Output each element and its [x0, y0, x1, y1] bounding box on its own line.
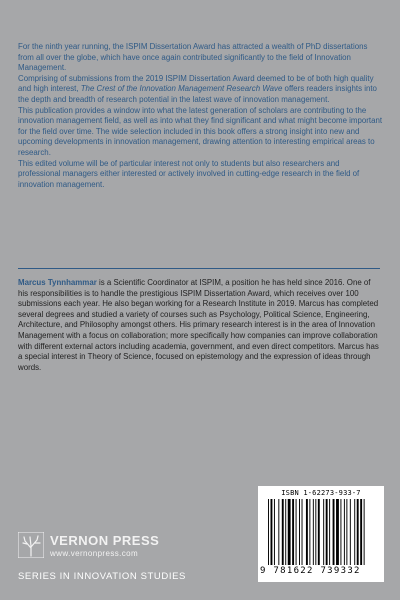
back-cover-blurb [18, 42, 384, 190]
author-name: Marcus Tynnhammar [18, 278, 97, 287]
blurb-p2-tail: offers readers insights into the depth and breadth of research potential in the latest wave of innovation management. [18, 84, 377, 104]
blurb-paragraph-2 [18, 74, 384, 106]
isbn-barcode [258, 486, 384, 582]
section-divider [18, 268, 380, 269]
ean-digits: 9 781622 739332 [260, 566, 361, 576]
author-bio [18, 278, 380, 373]
blurb-paragraph-1: For the ninth year running, the ISPIM Dissertation Award has attracted a wealth of PhD dissertations from all over the globe, which have once again contributed significantly to the field of Innovation Management. [18, 42, 368, 73]
barcode-bars-icon [268, 499, 376, 565]
blurb-p2-lead: Comprising of submissions from the 2019 ISPIM Dissertation Award deemed to be of both high quality and high interest, [18, 73, 374, 94]
blurb-paragraph-3: This publication provides a window into what the latest generation of scholars are contributing to the innovation management field, as well as into what they find significant and what might become important for the field over time. The wide selection included in this book offers a strong insight into new and upcoming developments in innovation management, drawing attention to interesting empirical areas to research. [18, 105, 383, 157]
publisher-url: www.vernonpress.com [50, 549, 139, 558]
publisher-logo [18, 532, 218, 560]
isbn-label: ISBN 1-62273-933-7 [281, 489, 361, 497]
tree-logo-icon [18, 532, 44, 558]
blurb-paragraph-4: This edited volume will be of particular interest not only to students but also researchers and professional managers either interested or actively involved in cutting-edge research in the field of innovation management. [18, 158, 360, 189]
publisher-name: VERNON PRESS [50, 533, 160, 548]
series-title: SERIES IN INNOVATION STUDIES [18, 571, 186, 582]
author-bio-text: is a Scientific Coordinator at ISPIM, a position he has held since 2016. One of his responsibilities is to handle the prestigious ISPIM Dissertation Award, which receives over 100 submissions each year. He also began working for a Research Institute in 2019. Marcus has completed several degrees and studied a variety of courses such as Psychology, Political Science, Engineering, Architecture, and Philosophy amongst others. His primary research interest is in the area of Innovation Management with a focus on collaboration; more specifically how companies can improve collaboration with different external actors including academia, government, and even direct competitors. Marcus has a special interest in Theory of Science, focused on epistemology and the expression of ideas through words. [18, 278, 379, 372]
book-title: The Crest of the Innovation Management Research Wave [80, 84, 283, 94]
